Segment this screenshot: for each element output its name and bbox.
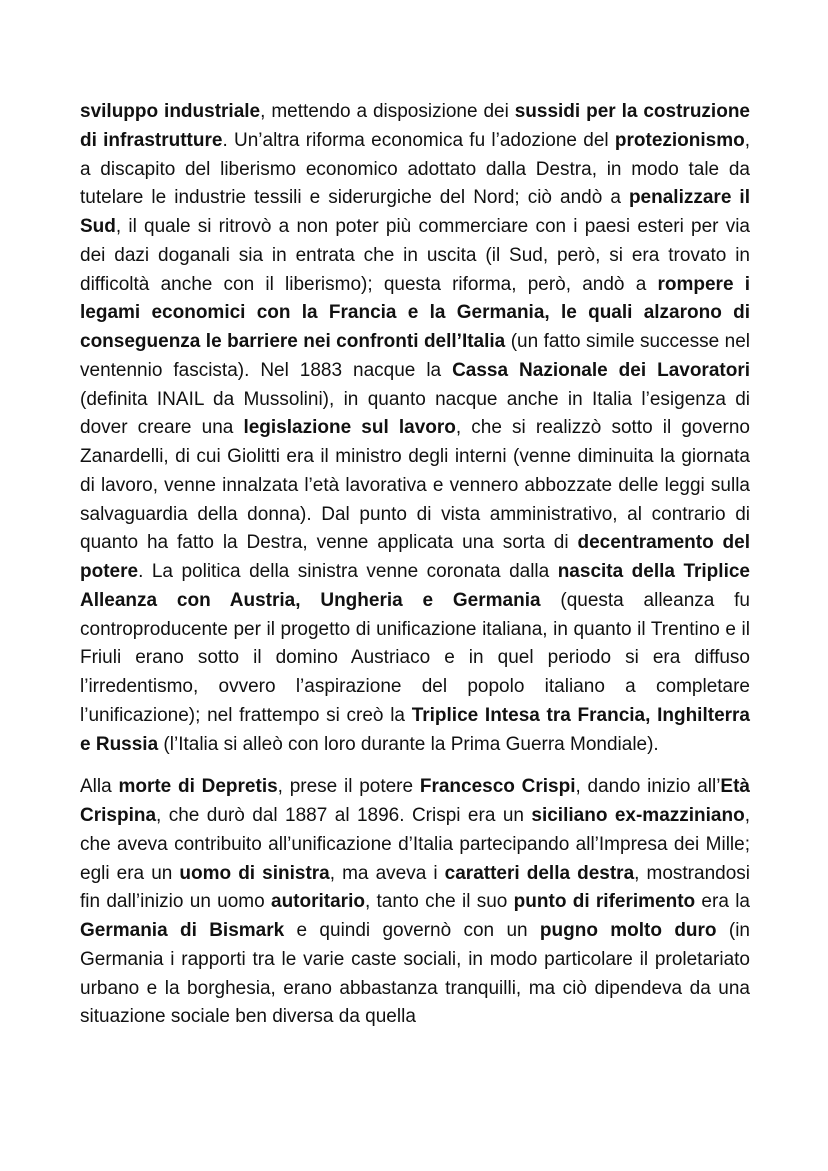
bold-text-segment: punto di riferimento [513, 891, 696, 913]
bold-text-segment: penalizzare il Sud [80, 187, 750, 237]
text-segment: (in Germania i rapporti tra le varie caste sociali, in modo particolare il proletariato urbano e la borghesia, erano abbastanza tranquilli, ma ciò dipendeva da una situazione sociale ben diversa da quella [80, 920, 750, 1028]
bold-text-segment: autoritario [271, 891, 365, 913]
bold-text-segment: Triplice Intesa tra Francia, Inghilterra e Russia [80, 704, 750, 755]
text-segment: , che durò dal 1887 al 1896. Crispi era un [156, 805, 532, 826]
text-segment: (l’Italia si alleò con loro durante la Prima Guerra Mondiale). [158, 733, 659, 755]
text-segment: , ma aveva i [329, 862, 445, 884]
bold-text-segment: Età Crispina [80, 776, 750, 826]
bold-text-segment: Cassa Nazionale dei Lavoratori [452, 359, 750, 381]
bold-text-segment: rompere i legami economici con la Francia e la Germania, le quali alzarono di conseguenza le barriere nei confronti dell’Italia [80, 273, 750, 352]
text-segment: . Un’altra riforma economica fu l’adozione del [222, 129, 615, 151]
bold-text-segment: sviluppo industriale [80, 101, 261, 122]
paragraph-crispi-era [80, 773, 750, 1032]
bold-text-segment: morte di Depretis [118, 776, 278, 798]
text-segment: , che si realizzò sotto il governo Zanardelli, di cui Giolitti era il ministro degli interni (venne diminuita la giornata di lavoro, venne innalzata l’età lavorativa e vennero abbozzate delle leggi sulla salvaguardia della donna). Dal punto di vista amministrativo, al contrario di quanto ha fatto la Destra, venne applicata una sorta di [80, 417, 751, 554]
text-segment: , mostrandosi fin dall’inizio un uomo [80, 862, 751, 913]
text-segment: , prese il potere [277, 776, 420, 798]
bold-text-segment: pugno molto duro [539, 920, 717, 941]
document-page [80, 98, 750, 1032]
text-segment: , che aveva contribuito all’unificazione d’Italia partecipando all’Impresa dei Mille; egli era un [80, 805, 750, 884]
bold-text-segment: uomo di sinistra [179, 862, 330, 884]
paragraph-left-reforms [80, 98, 750, 759]
text-segment: , mettendo a disposizione dei [260, 101, 515, 122]
bold-text-segment: protezionismo [614, 129, 745, 151]
text-segment: (un fatto simile successe nel ventennio fascista). Nel 1883 nacque la [80, 331, 750, 381]
bold-text-segment: nascita della Triplice Alleanza con Austria, Ungheria e Germania [80, 561, 750, 611]
text-segment: Alla [80, 776, 119, 798]
bold-text-segment: legislazione sul lavoro [243, 417, 456, 439]
bold-text-segment: decentramento del potere [80, 532, 750, 582]
text-segment: (questa alleanza fu controproducente per il progetto di unificazione italiana, in quanto il Trentino e il Friuli erano sotto il domino Austriaco e in quel periodo si era diffuso l’irredentismo, ovvero l’aspirazione del popolo italiano a completare l’unificazione); nel frattempo si creò la [80, 589, 750, 726]
bold-text-segment: Francesco Crispi [419, 776, 576, 798]
bold-text-segment: Germania di Bismark [80, 920, 285, 941]
text-segment: e quindi governò con un [284, 920, 540, 941]
text-segment: (definita INAIL da Mussolini), in quanto nacque anche in Italia l’esigenza di dover creare una [80, 388, 750, 439]
text-segment: , a discapito del liberismo economico adottato dalla Destra, in modo tale da tutelare le industrie tessili e siderurgiche del Nord; ciò andò a [80, 129, 751, 209]
text-segment: , tanto che il suo [364, 891, 514, 913]
text-segment: , il quale si ritrovò a non poter più commerciare con i paesi esteri per via dei dazi doganali sia in entrata che in uscita (il Sud, però, si era trovato in difficoltà anche con il liberismo); questa riforma, però, andò a [80, 216, 750, 295]
text-segment: era la [695, 891, 750, 913]
text-segment: , dando inizio all’ [575, 776, 721, 798]
bold-text-segment: siciliano ex-mazziniano [531, 805, 745, 826]
bold-text-segment: caratteri della destra [444, 862, 635, 884]
bold-text-segment: sussidi per la costruzione di infrastrutture [80, 101, 750, 151]
text-segment: . La politica della sinistra venne coronata dalla [138, 561, 558, 582]
